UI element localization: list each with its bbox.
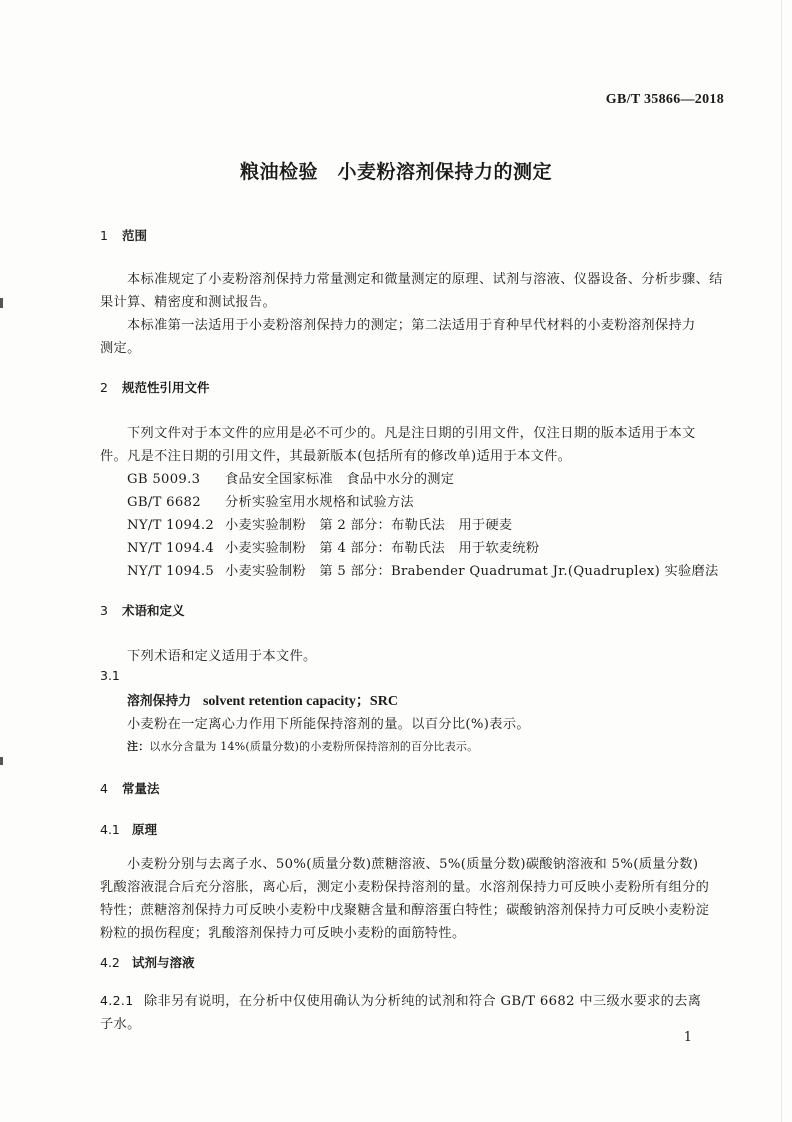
reference-title: 小麦实验制粉 第 4 部分：布勒氏法 用于软麦统粉: [225, 541, 540, 556]
note-label: 注：: [127, 740, 150, 753]
term-chinese: 溶剂保持力: [127, 694, 191, 709]
paragraph-line: 测定。: [100, 341, 141, 356]
paragraph-line: 乳酸溶液混合后充分溶胀，离心后，测定小麦粉保持溶剂的量。水溶剂保持力可反映小麦粉所有组分的: [100, 880, 710, 895]
paragraph-line: 下列术语和定义适用于本文件。: [127, 649, 317, 664]
note: [127, 738, 478, 754]
section-heading: [100, 378, 210, 396]
item-text: 除非另有说明，在分析中仅使用确认为分析纯的试剂和符合 GB/T 6682 中三级水要求的去离: [144, 994, 702, 1009]
document-title: 粮油检验 小麦粉溶剂保持力的测定: [239, 161, 552, 183]
reference-code: GB 5009.3: [127, 472, 201, 487]
note-text: 以水分含量为 14%(质量分数)的小麦粉所保持溶剂的百分比表示。: [149, 740, 479, 753]
term-definition: 小麦粉在一定离心力作用下所能保持溶剂的量。以百分比(%)表示。: [127, 717, 530, 732]
page-number: 1: [683, 1030, 692, 1045]
subsection-number: 4.2: [100, 955, 120, 970]
reference-item: [127, 468, 454, 487]
paragraph-line: 子水。: [100, 1017, 141, 1032]
paragraph-line: 本标准第一法适用于小麦粉溶剂保持力的测定；第二法适用于育种早代材料的小麦粉溶剂保持力: [127, 318, 696, 333]
reference-item: [127, 514, 512, 533]
section-heading: [100, 601, 185, 619]
subsection-heading: [100, 820, 157, 838]
reference-item: [127, 537, 539, 556]
scan-mark: [0, 757, 3, 765]
section-title: 范围: [122, 228, 148, 243]
paragraph-line: 粉粒的损伤程度；乳酸溶剂保持力可反映小麦粉的面筋特性。: [100, 926, 466, 941]
subsection-heading: [100, 953, 195, 971]
paragraph-line: [100, 990, 701, 1009]
reference-code: GB/T 6682: [127, 495, 201, 510]
subsection-title: 原理: [132, 822, 158, 837]
scan-mark: [0, 298, 3, 308]
reference-title: 食品安全国家标准 食品中水分的测定: [225, 472, 455, 487]
section-number: 3: [100, 603, 108, 618]
section-number: 1: [100, 228, 108, 243]
paragraph-line: 小麦粉分别与去离子水、50%(质量分数)蔗糖溶液、5%(质量分数)碳酸钠溶液和 5%(质量分数): [127, 857, 699, 872]
paragraph-line: 下列文件对于本文件的应用是必不可少的。凡是注日期的引用文件，仅注日期的版本适用于本文: [127, 426, 696, 441]
item-number: 4.2.1: [100, 993, 134, 1008]
section-heading: [100, 779, 160, 797]
reference-item: [127, 560, 719, 579]
section-title: 常量法: [122, 781, 160, 796]
reference-title: 小麦实验制粉 第 5 部分：Brabender Quadrumat Jr.(Quadruplex) 实验磨法: [225, 564, 719, 579]
clause-number: 3.1: [100, 668, 120, 683]
term-entry: [127, 690, 398, 710]
reference-code: NY/T 1094.4: [127, 541, 215, 556]
section-number: 2: [100, 380, 108, 395]
reference-code: NY/T 1094.2: [127, 518, 215, 533]
reference-item: [127, 491, 414, 510]
paragraph-line: 果计算、精密度和测试报告。: [100, 295, 276, 310]
section-title: 术语和定义: [122, 603, 185, 618]
term-english: solvent retention capacity；SRC: [202, 694, 398, 709]
reference-code: NY/T 1094.5: [127, 564, 215, 579]
paragraph-line: 本标准规定了小麦粉溶剂保持力常量测定和微量测定的原理、试剂与溶液、仪器设备、分析步骤、结: [127, 272, 723, 287]
subsection-title: 试剂与溶液: [132, 955, 195, 970]
reference-title: 小麦实验制粉 第 2 部分：布勒氏法 用于硬麦: [225, 518, 513, 533]
section-heading: [100, 226, 147, 244]
section-title: 规范性引用文件: [122, 380, 210, 395]
paragraph-line: 特性；蔗糖溶剂保持力可反映小麦粉中戊聚糖含量和醇溶蛋白特性；碳酸钠溶剂保持力可反映小麦粉淀: [100, 903, 710, 918]
reference-title: 分析实验室用水规格和试验方法: [225, 495, 414, 510]
subsection-number: 4.1: [100, 822, 120, 837]
standard-code: GB/T 35866—2018: [605, 92, 724, 107]
paragraph-line: 件。凡是不注日期的引用文件，其最新版本(包括所有的修改单)适用于本文件。: [100, 449, 572, 464]
section-number: 4: [100, 781, 108, 796]
